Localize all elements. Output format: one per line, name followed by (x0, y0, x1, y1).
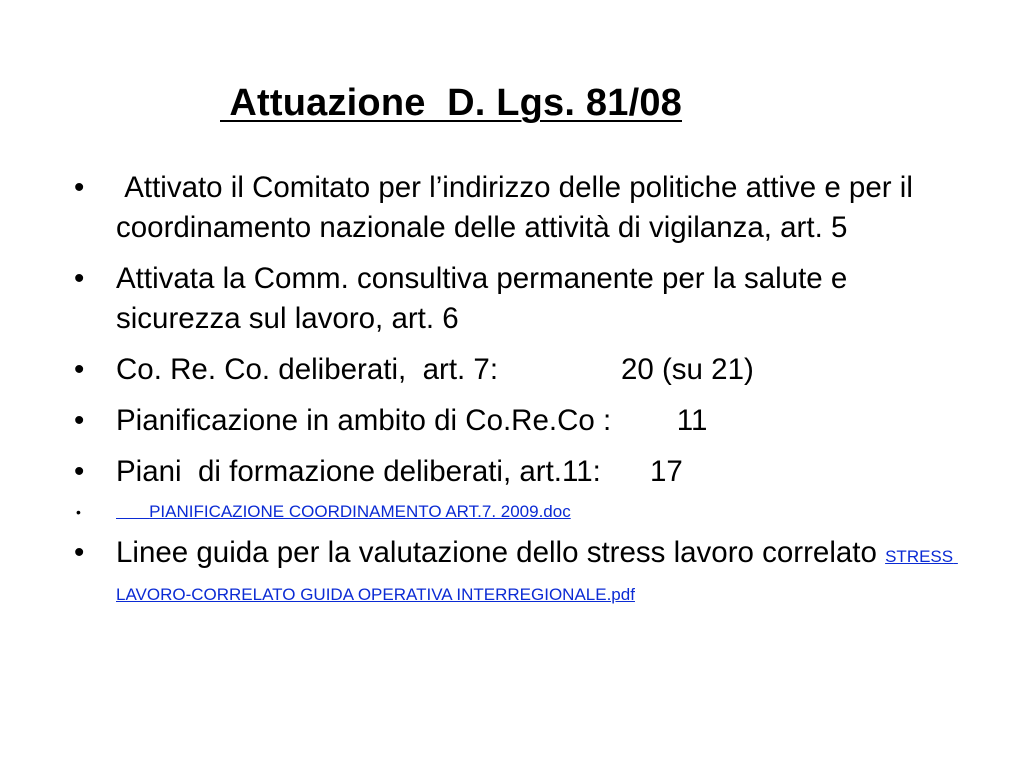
bullet-text: Pianificazione in ambito di Co.Re.Co : 11 (116, 404, 708, 437)
bullet-dot-icon: • (74, 262, 85, 295)
pianificazione-doc-link[interactable]: PIANIFICAZIONE COORDINAMENTO ART.7. 2009.doc (116, 502, 571, 521)
stress-guide-pdf-link[interactable]: STRESS LAVORO-CORRELATO GUIDA OPERATIVA INTERREGIONALE.pdf (116, 547, 958, 604)
bullet-text: Attivato il Comitato per l’indirizzo delle politiche attive e per il coordinamento nazionale delle attività di vigilanza, art. 5 (116, 171, 922, 244)
bullet-list (0, 168, 1024, 621)
bullet-item (0, 401, 1024, 441)
bullet-item (0, 452, 1024, 492)
bullet-dot-icon: • (76, 504, 81, 520)
slide-title: Attuazione D. Lgs. 81/08 (220, 82, 682, 124)
bullet-text: Attivata la Comm. consultiva permanente per la salute e sicurezza sul lavoro, art. 6 (116, 262, 856, 335)
bullet-text: Linee guida per la valutazione dello stress lavoro correlato (116, 536, 886, 569)
bullet-item-link (0, 501, 1024, 524)
bullet-dot-icon: • (74, 353, 85, 386)
bullet-item (0, 534, 1024, 610)
bullet-item (0, 350, 1024, 390)
bullet-item (0, 168, 1024, 248)
bullet-item (0, 259, 1024, 339)
bullet-dot-icon: • (74, 404, 85, 437)
bullet-dot-icon: • (74, 171, 85, 204)
bullet-dot-icon: • (74, 536, 85, 569)
bullet-text: Piani di formazione deliberati, art.11: 17 (116, 455, 683, 488)
bullet-dot-icon: • (74, 455, 85, 488)
bullet-text: Co. Re. Co. deliberati, art. 7: 20 (su 21) (116, 353, 754, 386)
